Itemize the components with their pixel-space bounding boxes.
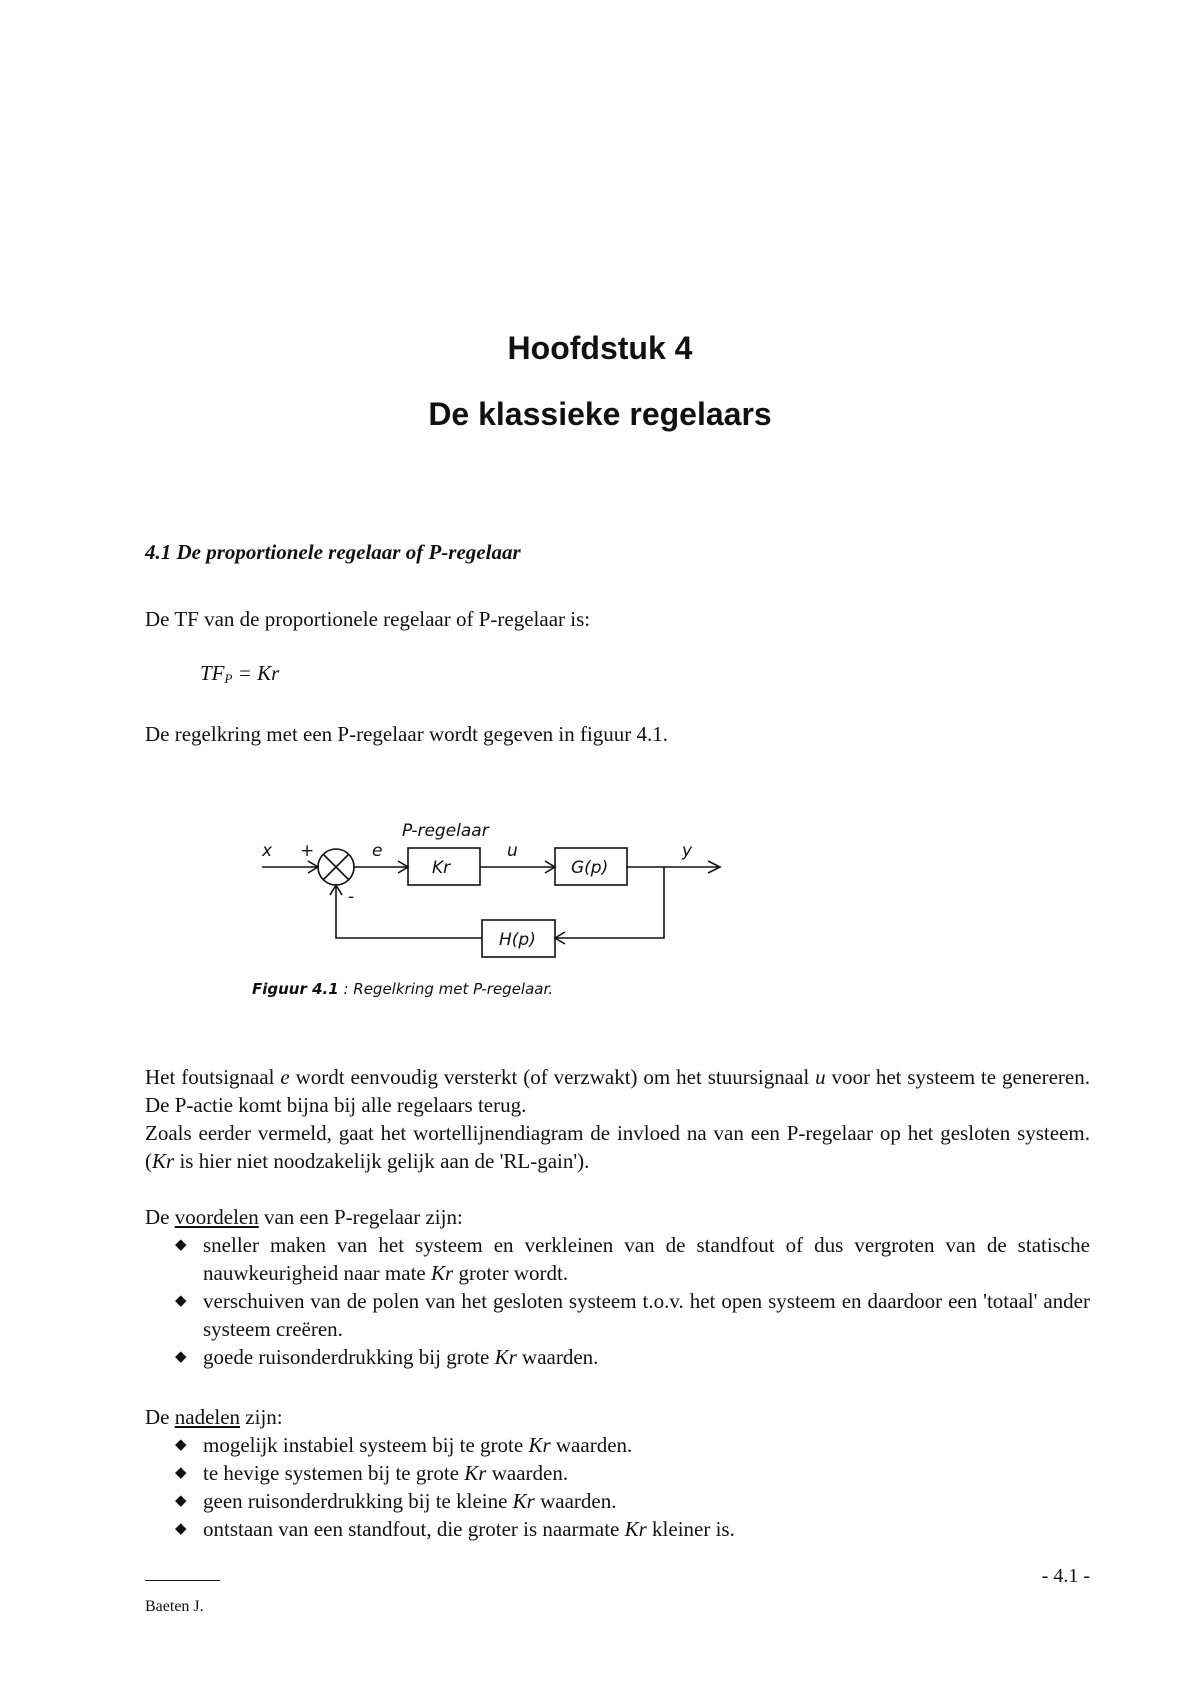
figure-caption [252, 980, 553, 998]
diamond-bullet-icon: ◆ [175, 1493, 187, 1509]
formula [200, 661, 279, 687]
block-diagram [0, 800, 1200, 980]
page-number: - 4.1 - [1041, 1565, 1090, 1587]
summing-junction-icon [318, 849, 354, 885]
footer-divider [145, 1580, 220, 1581]
diamond-bullet-icon: ◆ [175, 1237, 187, 1253]
diamond-bullet-icon: ◆ [175, 1465, 187, 1481]
label-u: u [507, 841, 518, 861]
advantages-list [145, 1231, 1090, 1371]
label-x: x [262, 841, 273, 861]
feedback-line-left [336, 885, 482, 938]
list-item: ◆ sneller maken van het systeem en verkleinen van de standfout of dus vergroten van de statische nauwkeurigheid naar mate Kr groter wordt. [175, 1233, 1090, 1285]
chapter-title: De klassieke regelaars [428, 396, 772, 432]
section-title: 4.1 De proportionele regelaar of P-regelaar [145, 540, 521, 564]
disadvantages-list [145, 1431, 1090, 1543]
diamond-bullet-icon: ◆ [175, 1521, 187, 1537]
list-item: ◆ verschuiven van de polen van het gesloten systeem t.o.v. het open systeem en daardoor een 'totaal' ander systeem creëren. [175, 1289, 1090, 1341]
label-kr: Kr [432, 858, 451, 878]
caption-label: Figuur 4.1 [252, 980, 339, 998]
label-hp: H(p) [499, 930, 536, 950]
caption-text: : Regelkring met P-regelaar. [338, 980, 554, 998]
diamond-bullet-icon: ◆ [175, 1437, 187, 1453]
list-item: ◆ ontstaan van een standfout, die groter is naarmate Kr kleiner is. [175, 1517, 735, 1541]
advantages-heading: De voordelen van een P-regelaar zijn: [145, 1205, 463, 1229]
figure-reference-text: De regelkring met een P-regelaar wordt gegeven in figuur 4.1. [145, 722, 669, 746]
formula-rhs: = Kr [237, 661, 280, 685]
label-e: e [372, 841, 383, 861]
list-item: ◆ geen ruisonderdrukking bij te kleine Kr waarden. [175, 1489, 617, 1513]
formula-subscript: P [224, 671, 233, 686]
paragraph-1: Het foutsignaal e wordt eenvoudig versterkt (of verzwakt) om het stuursignaal u voor het systeem te genereren. De P-actie komt bijna bij alle regelaars terug. [145, 1065, 1090, 1117]
list-item: ◆ goede ruisonderdrukking bij grote Kr waarden. [175, 1345, 599, 1369]
formula-lhs: TF [200, 661, 225, 685]
label-plus: + [300, 841, 315, 861]
footer-author: Baeten J. [145, 1598, 204, 1615]
diamond-bullet-icon: ◆ [175, 1349, 187, 1365]
list-item: ◆ te hevige systemen bij te grote Kr waarden. [175, 1461, 569, 1485]
chapter-number-title: Hoofdstuk 4 [507, 330, 693, 366]
label-controller-title: P-regelaar [402, 821, 489, 841]
disadvantages-heading: De nadelen zijn: [145, 1405, 283, 1429]
diamond-bullet-icon: ◆ [175, 1293, 187, 1309]
intro-text: De TF van de proportionele regelaar of P-regelaar is: [145, 607, 591, 631]
paragraph-2: Zoals eerder vermeld, gaat het wortellijnendiagram de invloed na van een P-regelaar op het gesloten systeem. (Kr is hier niet noodzakelijk gelijk aan de 'RL-gain'). [145, 1121, 1090, 1173]
list-item: ◆ mogelijk instabiel systeem bij te grote Kr waarden. [175, 1433, 633, 1457]
label-minus: - [348, 887, 355, 907]
label-gp: G(p) [571, 858, 609, 878]
label-y: y [682, 841, 693, 861]
